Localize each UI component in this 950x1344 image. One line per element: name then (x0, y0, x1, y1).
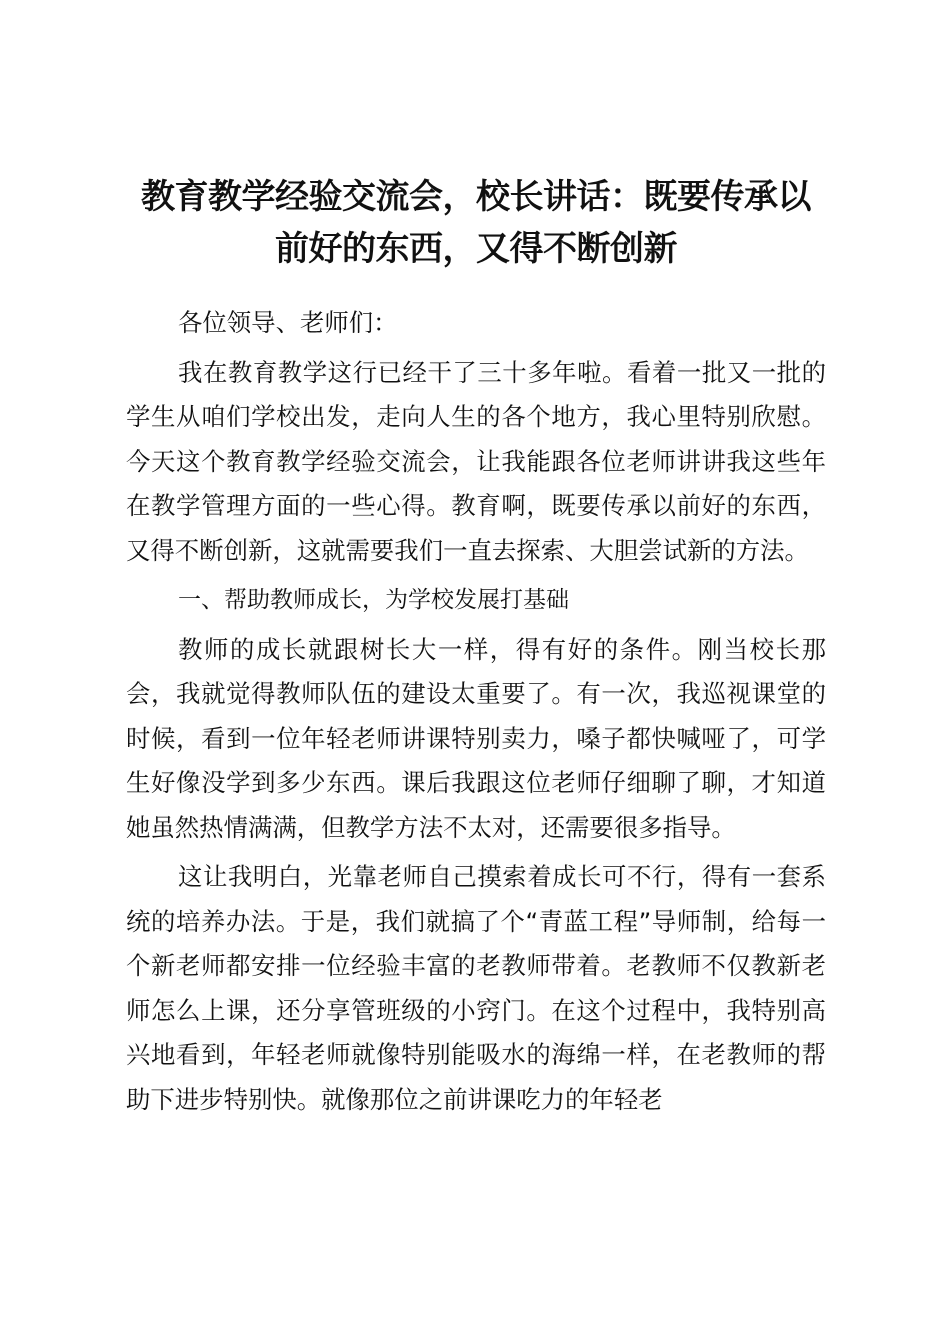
section-heading-1: 一、帮助教师成长，为学校发展打基础 (178, 587, 569, 613)
document-page (126, 171, 826, 1122)
section-1-paragraph-2: 这让我明白，光靠老师自己摸索着成长可不行，得有一套系统的培养办法。于是，我们就搞了个“青蓝工程”导师制，给每一个新老师都安排一位经验丰富的老教师带着。老教师不仅教新老师怎么上课，还分享管班级的小窍门。在这个过程中，我特别高兴地看到，年轻老师就像特别能吸水的海绵一样，在老教师的帮助下进步特别快。就像那位之前讲课吃力的年轻老 (126, 862, 826, 1114)
section-1-paragraph-1: 教师的成长就跟树长大一样，得有好的条件。刚当校长那会，我就觉得教师队伍的建设太重要了。有一次，我巡视课堂的时候，看到一位年轻老师讲课特别卖力，嗓子都快喊哑了，可学生好像没学到多少东西。课后我跟这位老师仔细聊了聊，才知道她虽然热情满满，但教学方法不太对，还需要很多指导。 (126, 634, 826, 842)
greeting: 各位领导、老师们： (178, 308, 398, 337)
document-title: 教育教学经验交流会，校长讲话：既要传承以前好的东西，又得不断创新 (141, 177, 811, 269)
intro-paragraph: 我在教育教学这行已经干了三十多年啦。看着一批又一批的学生从咱们学校出发，走向人生的各个地方，我心里特别欣慰。今天这个教育教学经验交流会，让我能跟各位老师讲讲我这些年在教学管理方面的一些心得。教育啊，既要传承以前好的东西，又得不断创新，这就需要我们一直去探索、大胆尝试新的方法。 (126, 357, 826, 565)
